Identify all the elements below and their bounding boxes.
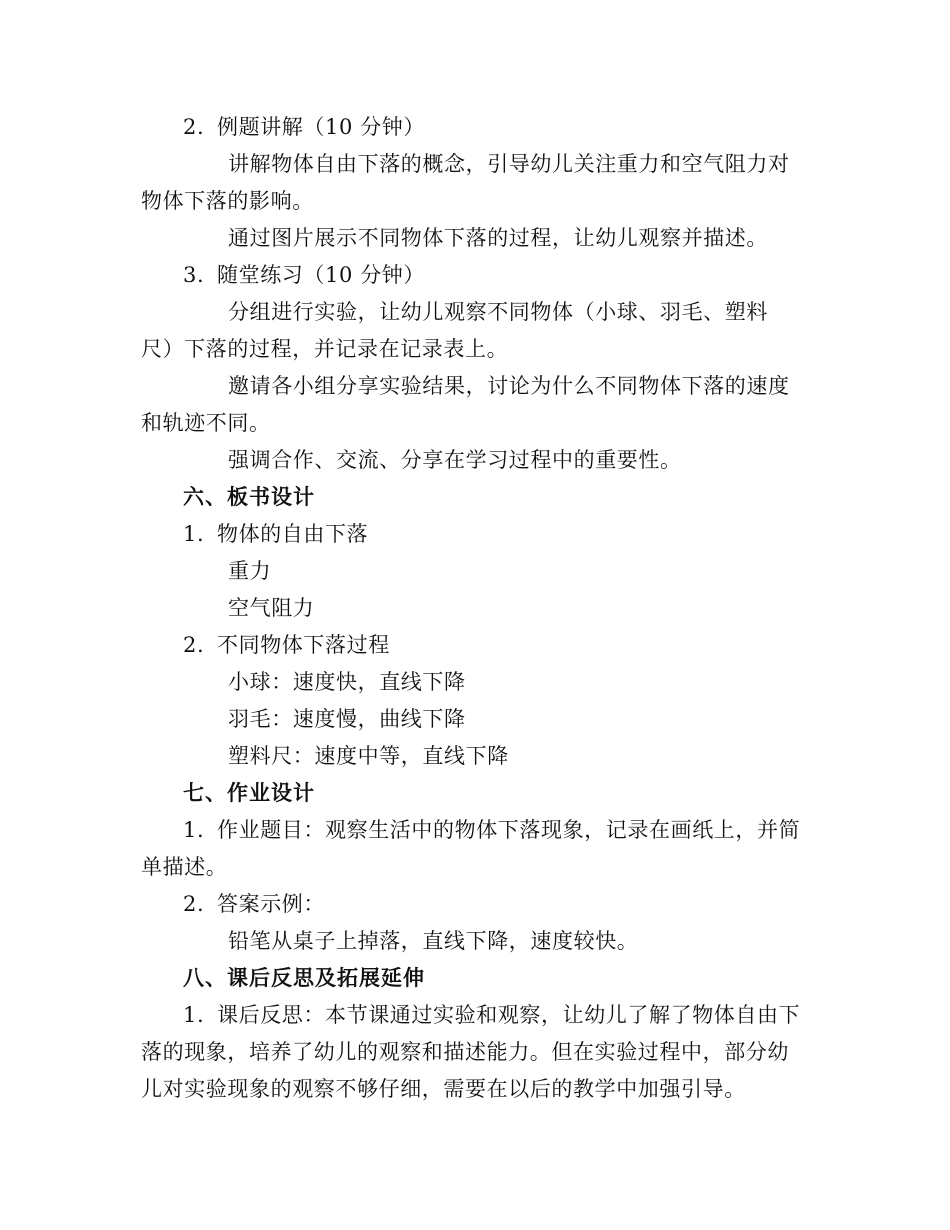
list-text: 不同物体下落过程 xyxy=(217,633,390,657)
paragraph-line: 尺）下落的过程，并记录在记录表上。 xyxy=(141,337,509,361)
list-item xyxy=(183,1000,800,1030)
section-heading: 八、课后反思及拓展延伸 xyxy=(183,966,425,990)
paragraph-line: 分组进行实验，让幼儿观察不同物体（小球、羽毛、塑料 xyxy=(228,300,768,324)
list-number: 2. xyxy=(183,892,205,916)
sub-item: 铅笔从桌子上掉落，直线下降，速度较快。 xyxy=(228,929,639,953)
list-text: 作业题目：观察生活中的物体下落现象，记录在画纸上，并简 xyxy=(217,818,801,842)
list-number: 3. xyxy=(183,263,205,287)
list-text: 答案示例： xyxy=(217,892,325,916)
paragraph-line: 单描述。 xyxy=(141,855,228,879)
list-number: 2. xyxy=(183,115,205,139)
paragraph-line: 讲解物体自由下落的概念，引导幼儿关注重力和空气阻力对 xyxy=(228,152,790,176)
list-number: 1. xyxy=(183,1003,205,1027)
list-text: 课后反思：本节课通过实验和观察，让幼儿了解了物体自由下 xyxy=(217,1003,801,1027)
paragraph-line: 落的现象，培养了幼儿的观察和描述能力。但在实验过程中，部分幼 xyxy=(141,1040,789,1064)
list-item xyxy=(183,630,390,660)
section-heading: 七、作业设计 xyxy=(183,781,315,805)
list-number: 1. xyxy=(183,818,205,842)
sub-item: 羽毛：速度慢，曲线下降 xyxy=(228,707,466,731)
list-text: 随堂练习（10 分钟） xyxy=(217,263,425,287)
paragraph-line: 邀请各小组分享实验结果，讨论为什么不同物体下落的速度 xyxy=(228,374,790,398)
list-item xyxy=(183,260,425,290)
list-text: 例题讲解（10 分钟） xyxy=(217,115,425,139)
list-item xyxy=(183,889,325,919)
list-item xyxy=(183,519,368,549)
sub-item: 空气阻力 xyxy=(228,596,315,620)
list-number: 1. xyxy=(183,522,205,546)
list-item xyxy=(183,112,425,142)
paragraph-line: 儿对实验现象的观察不够仔细，需要在以后的教学中加强引导。 xyxy=(141,1077,746,1101)
paragraph-line: 通过图片展示不同物体下落的过程，让幼儿观察并描述。 xyxy=(228,226,768,250)
sub-item: 塑料尺：速度中等，直线下降 xyxy=(228,744,509,768)
list-text: 物体的自由下落 xyxy=(217,522,369,546)
paragraph-line: 物体下落的影响。 xyxy=(141,189,314,213)
sub-item: 小球：速度快，直线下降 xyxy=(228,670,466,694)
list-number: 2. xyxy=(183,633,205,657)
section-heading: 六、板书设计 xyxy=(183,485,315,509)
paragraph-line: 强调合作、交流、分享在学习过程中的重要性。 xyxy=(228,448,682,472)
list-item xyxy=(183,815,800,845)
sub-item: 重力 xyxy=(228,559,272,583)
paragraph-line: 和轨迹不同。 xyxy=(141,411,271,435)
